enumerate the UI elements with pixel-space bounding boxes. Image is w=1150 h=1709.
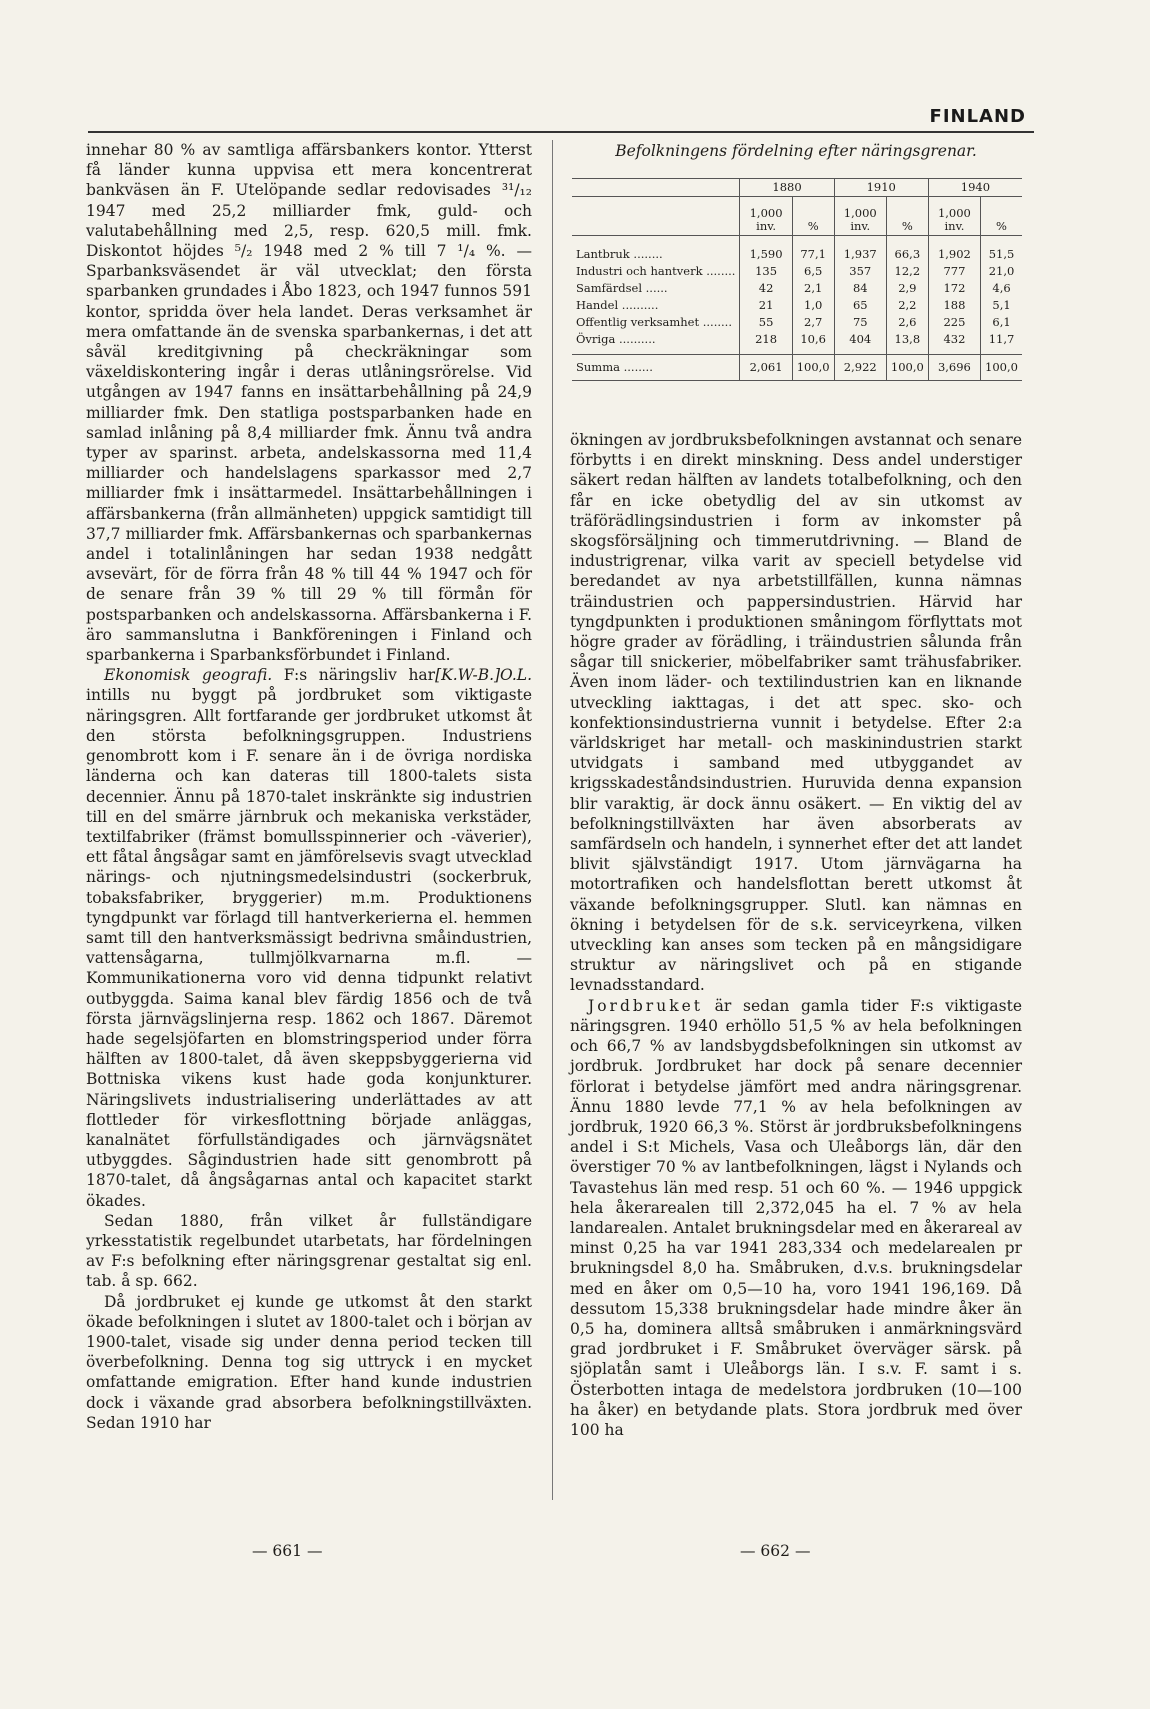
cell: 65 bbox=[834, 297, 886, 314]
cell: 6,1 bbox=[981, 314, 1022, 331]
cell: 1,0 bbox=[792, 297, 834, 314]
author-signature: [K.W-B.]O.L. bbox=[435, 666, 532, 685]
cell: 188 bbox=[928, 297, 980, 314]
cell: 1,590 bbox=[740, 236, 792, 264]
cell: 2,9 bbox=[886, 280, 928, 297]
cell: 13,8 bbox=[886, 331, 928, 355]
table-corner bbox=[572, 197, 740, 236]
cell: 225 bbox=[928, 314, 980, 331]
col-header-pct: % bbox=[981, 197, 1022, 236]
cell: 51,5 bbox=[981, 236, 1022, 264]
cell: 2,2 bbox=[886, 297, 928, 314]
cell: 55 bbox=[740, 314, 792, 331]
paragraph-text: är sedan gamla tider F:s viktigaste näringsgren. 1940 erhöllo 51,5 % av hela befolkningen och 66,7 % av landsbygdsbefolkningen sin utkomst av jordbruk. Jordbruket har dock på senare decennier förlorat i betydelse jämfört med andra näringsgrenar. Ännu 1880 levde 77,1 % av hela befolkningen av jordbruk, 1920 66,3 %. Störst är jordbruksbefolkningens andel i S:t Michels, Vasa och Uleåborgs län, där den överstiger 70 % av lantbefolkningen, lägst i Nylands och Tavastehus län med resp. 51 och 60 %. — 1946 uppgick hela åkerarealen till 2,372,045 ha el. 7 % av hela landarealen. Antalet brukningsdelar med en åkerareal av minst 0,25 ha var 1941 283,334 och medelarealen pr brukningsdel 8,0 ha. Småbruken, d.v.s. brukningsdelar med en åker om 0,5—10 ha, voro 1941 196,169. Då dessutom 15,338 brukningsdelar hade mindre åker än 0,5 ha, dominera alltså småbruken i anmärkningsvärd grad jordbruket i F. Småbruket överväger särsk. på sjöplatån samt i Uleåborgs län. I s.v. F. samt i s. Österbotten intaga de medelstora jordbruken (10—100 ha åker) en betydande plats. Stora jordbruk med över 100 ha bbox=[570, 996, 1022, 1439]
cell: 11,7 bbox=[981, 331, 1022, 355]
row-label: Samfärdsel ...... bbox=[576, 281, 668, 295]
table-row bbox=[572, 236, 1022, 264]
cell: 75 bbox=[834, 314, 886, 331]
cell: 2,1 bbox=[792, 280, 834, 297]
col-header-pct: % bbox=[886, 197, 928, 236]
table-title: Befolkningens fördelning efter näringsgrenar. bbox=[615, 142, 977, 160]
table-row bbox=[572, 331, 1022, 355]
cell: 6,5 bbox=[792, 263, 834, 280]
page-number-left: — 661 — bbox=[252, 1542, 323, 1560]
cell: 2,922 bbox=[834, 355, 886, 381]
row-label: Lantbruk ........ bbox=[576, 247, 663, 261]
table-row bbox=[572, 314, 1022, 331]
col-header-inv: 1,000 inv. bbox=[928, 197, 980, 236]
cell: 1,937 bbox=[834, 236, 886, 264]
cell: 100,0 bbox=[792, 355, 834, 381]
row-label: Summa ........ bbox=[572, 355, 740, 381]
cell: 4,6 bbox=[981, 280, 1022, 297]
row-label: Industri och hantverk ........ bbox=[576, 264, 736, 278]
population-table bbox=[572, 178, 1022, 381]
cell: 5,1 bbox=[981, 297, 1022, 314]
cell: 3,696 bbox=[928, 355, 980, 381]
cell: 42 bbox=[740, 280, 792, 297]
col-header-pct: % bbox=[792, 197, 834, 236]
cell: 135 bbox=[740, 263, 792, 280]
paragraph-text: innehar 80 % av samtliga affärsbankers kontor. Ytterst få länder kunna uppvisa ett mera koncentrerat bankväsen än F. Utelöpande sedlar redovisades ³¹/₁₂ 1947 med 25,2 milliarder fmk, guld- och valutabehållning med 2,5, resp. 620,5 mill. fmk. Diskontot höjdes ⁵/₂ 1948 med 2 % till 7 ¹/₄ %. — Sparbanksväsendet är väl utvecklat; den första sparbanken grundades i Åbo 1823, och 1947 funnos 591 kontor, spridda över hela landet. Deras verksamhet är mera omfattande än de svenska sparbankernas, i det att såväl kreditgivning på checkräkningar som växeldiskontering ingår i deras utlåningsrörelse. Vid utgången av 1947 fanns en insättarbehållning på 24,9 milliarder fmk. Den statliga postsparbanken hade en samlad inlåning på 8,4 milliarder fmk. Ännu två andra typer av sparinst. arbeta, andelskassorna med 11,4 milliarder och handelslagens sparkassor med 2,7 milliarder fmk i insättarmedel. Insättarbehållningen i affärsbankerna (från allmänheten) uppgick samtidigt till 37,7 milliarder fmk. Affärsbankernas och sparbankernas andel i totalinlåningen har sedan 1938 nedgått avsevärt, för de förra från 48 % till 44 % 1947 och för de senare från 39 % till 29 % till förmån för postsparbanken och andelskassorna. Affärsbankerna i F. äro sammanslutna i Bankföreningen i Finland och sparbankerna i Sparbanksförbundet i Finland. bbox=[86, 141, 532, 665]
right-column bbox=[570, 430, 1022, 1440]
cell: 2,061 bbox=[740, 355, 792, 381]
cell: 432 bbox=[928, 331, 980, 355]
table-sum-row bbox=[572, 355, 1022, 381]
cell: 84 bbox=[834, 280, 886, 297]
cell: 777 bbox=[928, 263, 980, 280]
cell: 66,3 bbox=[886, 236, 928, 264]
paragraph: ökningen av jordbruksbefolkningen avstannat och senare förbytts i en direkt minskning. Dess andel understiger säkert redan hälften av landets totalbefolkning, och den får en icke obetydlig del av sin utkomst av träförädlingsindustrien i form av inkomster på skogsförsäljning och timmerutdrivning. — Bland de industrigrenar, vilka varit av speciell betydelse vid beredandet av nya arbetstillfällen, kunna nämnas träindustrien och pappersindustrien. Härvid har tyngdpunkten i produktionen småningom förflyttats mot högre grader av förädling, i träindustrien sålunda från sågar till snickerier, möbelfabriker samt trähusfabriker. Även inom läder- och textilindustrien kan en liknande utveckling iakttagas, i det att spec. sko- och konfektionsindustrierna vunnit i betydelse. Efter 2:a världskriget har metall- och maskinindustrien starkt utvidgats i samband med utbyggandet av krigsskadeståndsindustrien. Huruvida denna expansion blir varaktig, är dock ännu osäkert. — En viktig del av befolkningstillväxten har även absorberats av samfärdseln och handeln, i synnerhet efter det att landet blivit självständigt 1917. Utom järnvägarna ha motortrafiken och handelsflottan berett utkomst åt växande befolkningsgrupper. Slutl. kan nämnas en ökning i betydelsen för de s.k. serviceyrkena, vilken utveckling kan anses som tecken på en mångsidigare struktur av näringslivet och på en stigande levnadsstandard. bbox=[570, 431, 1022, 995]
table-row bbox=[572, 297, 1022, 314]
cell: 100,0 bbox=[886, 355, 928, 381]
paragraph: Sedan 1880, från vilket år fullständigare yrkesstatistik regelbundet utarbetats, har fördelningen av F:s befolkning efter näringsgrenar gestaltat sig enl. tab. å sp. 662. bbox=[86, 1211, 532, 1291]
cell: 100,0 bbox=[981, 355, 1022, 381]
table-subheader-row bbox=[572, 197, 1022, 236]
row-label: Övriga .......... bbox=[576, 332, 656, 346]
year-header: 1880 bbox=[740, 179, 834, 197]
cell: 2,7 bbox=[792, 314, 834, 331]
paragraph bbox=[570, 996, 1022, 1440]
cell: 21 bbox=[740, 297, 792, 314]
row-label: Offentlig verksamhet ........ bbox=[576, 315, 732, 329]
col-header-inv: 1,000 inv. bbox=[834, 197, 886, 236]
cell: 2,6 bbox=[886, 314, 928, 331]
running-header: FINLAND bbox=[929, 106, 1026, 127]
page-number-right: — 662 — bbox=[740, 1542, 811, 1560]
paragraph: Då jordbruket ej kunde ge utkomst åt den starkt ökade befolkningen i slutet av 1800-talet och i början av 1900-talet, visade sig under denna period tecken till överbefolkning. Denna tog sig uttryck i en mycket omfattande emigration. Efter hand kunde industrien dock i växande grad absorbera befolkningstillväxten. Sedan 1910 har bbox=[86, 1292, 532, 1432]
cell: 404 bbox=[834, 331, 886, 355]
cell: 77,1 bbox=[792, 236, 834, 264]
row-label: Handel .......... bbox=[576, 298, 659, 312]
cell: 12,2 bbox=[886, 263, 928, 280]
year-header: 1910 bbox=[834, 179, 928, 197]
paragraph bbox=[86, 665, 532, 1210]
cell: 357 bbox=[834, 263, 886, 280]
year-header: 1940 bbox=[928, 179, 1022, 197]
cell: 218 bbox=[740, 331, 792, 355]
paragraph-text: F:s näringsliv har intills nu byggt på jordbruket som viktigaste näringsgren. Allt fortfarande ger jordbruket utkomst åt den största befolkningsgruppen. Industriens genombrott kom i F. senare än i de övriga nordiska länderna och kan dateras till 1800-talets sista decennier. Ännu på 1870-talet inskränkte sig industrien till en del smärre järnbruk och mekaniska verkstäder, textilfabriker (främst bomullsspinnerier och -väverier), ett fåtal ångsågar samt en jämförelsevis svagt utvecklad närings- och njutningsmedelsindustri (sockerbruk, tobaksfabriker, bryggerier) m.m. Produktionens tyngdpunkt var förlagd till hantverkerierna el. hemmen samt till den hantverksmässigt bedrivna småindustrien, vattensågarna, tullmjölkvarnarna m.fl. — Kommunikationerna voro vid denna tidpunkt relativt outbyggda. Saima kanal blev färdig 1856 och de två första järnvägslinjerna resp. 1862 och 1867. Däremot hade segelsjöfarten en blomstringsperiod under förra hälften av 1800-talet, då även skeppsbyggerierna vid Bottniska vikens kust hade goda konjunkturer. Näringslivets industrialisering underlättades av att flottleder för virkesflottning började anläggas, kanalnätet förfullständigades och järnvägsnätet utbyggdes. Sågindustrien hade sitt genombrott på 1870-talet, då ångsågarnas antal och kapacitet starkt ökades. bbox=[86, 666, 532, 1210]
cell: 1,902 bbox=[928, 236, 980, 264]
section-lead: Ekonomisk geografi. bbox=[104, 666, 273, 685]
table-corner bbox=[572, 179, 740, 197]
cell: 10,6 bbox=[792, 331, 834, 355]
table-year-row bbox=[572, 179, 1022, 197]
section-lead: Jordbruket bbox=[588, 996, 703, 1015]
table-row bbox=[572, 280, 1022, 297]
col-header-inv: 1,000 inv. bbox=[740, 197, 792, 236]
cell: 172 bbox=[928, 280, 980, 297]
header-rule bbox=[88, 131, 1034, 133]
column-divider bbox=[552, 140, 553, 1500]
left-column bbox=[86, 140, 532, 1433]
cell: 21,0 bbox=[981, 263, 1022, 280]
table-row bbox=[572, 263, 1022, 280]
